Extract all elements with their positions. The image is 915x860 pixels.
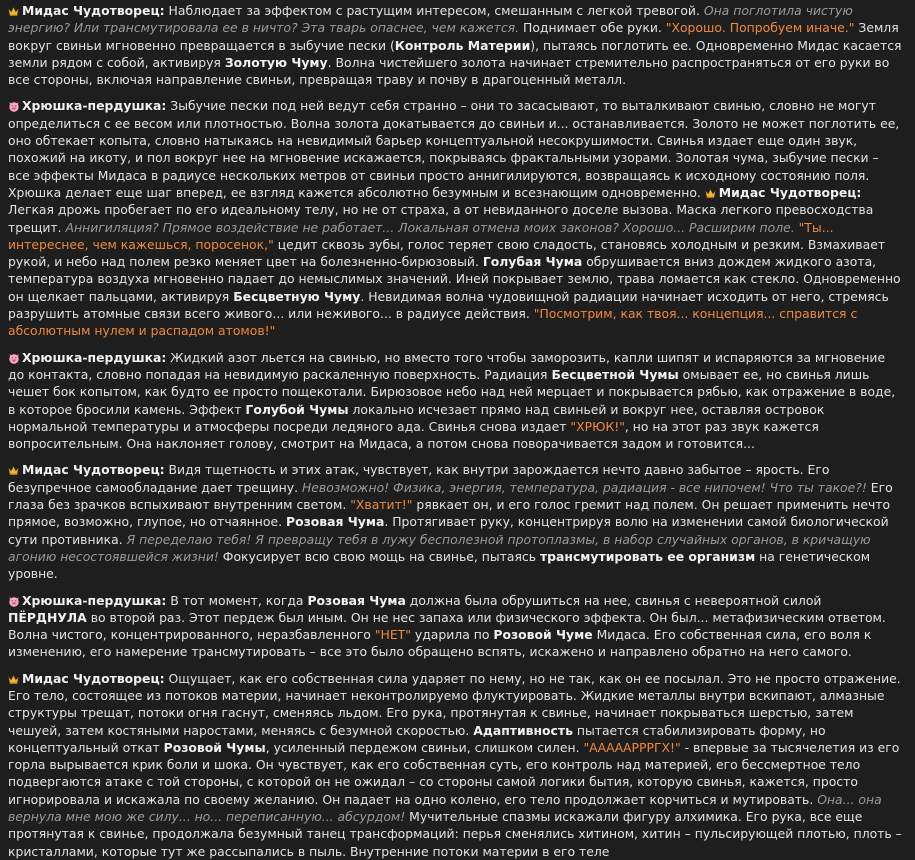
pig-icon bbox=[8, 353, 20, 364]
bold-text: Мидас Чудотворец: bbox=[22, 3, 165, 18]
bold-text: Розовая Чума bbox=[307, 592, 406, 608]
narrative-text: Легкая дрожь пробегает по его идеальному телу, но не от страха, а от невиданного доселе вызова. Маска легкого превосходства трещит. bbox=[8, 202, 874, 235]
bold-text: трансмутировать ее организм bbox=[539, 548, 756, 564]
message-paragraph bbox=[8, 349, 903, 453]
spoken-quote: "ХРЮК!" bbox=[570, 418, 625, 434]
italic-thought: Я переделаю тебя! Я превращу тебя в лужу бесполезной протоплазмы, в набор случайных органов, в кричащую агонию несостоявшейся жизни! bbox=[8, 531, 871, 564]
message-paragraph bbox=[8, 2, 903, 88]
italic-thought: Она... она вернула мне мою же силу... но... переписанную... абсурдом! bbox=[8, 791, 882, 825]
crown-icon bbox=[8, 675, 19, 684]
narrative-text: Мучительные спазмы искажали фигуру алхимика. Его рука, все еще протянутая к свинье, продолжала безумный танец трансформаций: перья сменялись хитином, хитин – пульсирующей плотью, плоть – кристаллами, которые тут же рассыпались в пыль. Внутренние потоки материи в его теле bbox=[8, 809, 902, 859]
bold-text: Золотую Чуму bbox=[224, 54, 328, 70]
narrative-text: Его глаза без зрачков вспыхивают внутренним светом. bbox=[8, 479, 893, 513]
bold-text: Мидас Чудотворец: bbox=[22, 670, 165, 686]
bold-text: Голубая Чума bbox=[482, 254, 583, 270]
bold-text: Бесцветной Чумы bbox=[551, 366, 679, 382]
bold-text: Мидас Чудотворец: bbox=[718, 184, 862, 200]
narrative-text: ударила по bbox=[410, 627, 494, 643]
pig-icon bbox=[8, 101, 20, 112]
narrative-text: Земля вокруг свиньи мгновенно превращается в зыбучие пески ( bbox=[8, 20, 899, 53]
crown-icon bbox=[705, 189, 716, 198]
narrative-text: рявкает он, и его голос гремит над полем. Он решает применить нечто прямое, возможно, глупое, но отчаянное. bbox=[8, 497, 891, 530]
narrative-text: . Волна чистейшего золота начинает стремительно распространяться от его руки во все стороны, включая направление свиньи, превращая траву и почву в драгоценный металл. bbox=[8, 54, 890, 88]
narrative-text: Поднимает обе руки. bbox=[519, 20, 666, 36]
message-paragraph bbox=[8, 592, 903, 661]
narrative-text: ), пытаясь поглотить ее. Одновременно Мидас касается земли рядом с собой, активируя bbox=[8, 37, 902, 70]
bold-text: Хрюшка-пердушка: bbox=[22, 592, 167, 608]
narrative-text: цедит сквозь зубы, голос теряет свою сладость, становясь холодным и резким. Взмахивает рукой, и небо над полем резко меняет цвет на болезненно-бирюзовый. bbox=[8, 236, 886, 270]
narrative-text: Фокусирует всю свою мощь на свинье, пытаясь bbox=[218, 548, 540, 564]
narrative-text: на генетическом уровне. bbox=[8, 548, 871, 582]
narrative-text: , но на этот раз звук кажется вопросительным. Она наклоняет голову, смотрит на Мидаса, а потом снова поворачивается задом и готовится... bbox=[8, 418, 819, 452]
narrative-text: должна была обрушиться на нее, свинья с невероятной силой bbox=[405, 592, 822, 608]
crown-icon bbox=[8, 7, 19, 16]
bold-text: Хрюшка-пердушка: bbox=[22, 349, 167, 365]
bold-text: Мидас Чудотворец: bbox=[22, 462, 165, 478]
spoken-quote: "Хватит!" bbox=[350, 497, 413, 513]
bold-text: Бесцветную Чуму bbox=[233, 288, 361, 304]
narrative-text: Видя тщетность и этих атак, чувствует, как внутри зарождается нечто давно забытое – ярость. Его безупречное самообладание дает трещину. bbox=[8, 462, 830, 495]
spoken-quote: "Посмотрим, как твоя... концепция... справится с абсолютным нулем и распадом атомов!" bbox=[8, 306, 858, 339]
narrative-text: Наблюдает за эффектом с растущим интересом, смешанным с легкой тревогой. bbox=[164, 3, 704, 18]
bold-text: Розовой Чумы bbox=[163, 739, 266, 755]
narrative-text: . Невидимая волна чудовищной радиации начинает исходить от него, стремясь разрушить атомные связи всего живого... или неживого... в радиусе действия. bbox=[8, 288, 889, 322]
bold-text: Контроль Материи bbox=[394, 37, 531, 53]
narrative-text: , усиленный пердежом свиньи, слишком силен. bbox=[265, 739, 584, 755]
bold-text: Розовая Чума bbox=[286, 514, 385, 530]
narrative-text: Жидкий азот льется на свинью, но вместо того чтобы заморозить, капли шипят и испаряются за мгновение до контакта, словно попадая на невидимую раскаленную поверхность. Радиация bbox=[8, 349, 886, 382]
crown-icon bbox=[8, 466, 19, 475]
narrative-text: пытается стабилизировать форму, но концептуальный откат bbox=[8, 722, 826, 755]
narrative-text: во второй раз. Этот пердеж был иным. Он не нес запаха или физического эффекта. Он был... метафизическим ответом. Волна чистого, концентрированного, неразбавленного bbox=[8, 609, 886, 643]
narrative-text: Мидаса. Его собственная сила, его воля к изменению, его намерение трансмутировать – все это было обращено вспять, искажено и направлено обратно на него самого. bbox=[8, 627, 872, 660]
narrative-text: . Протягивает руку, концентрируя волю на изменении самой биологической сути противника. bbox=[8, 514, 889, 547]
spoken-quote: "Ты... интереснее, чем кажешься, поросенок," bbox=[8, 219, 834, 252]
bold-text: Хрюшка-пердушка: bbox=[22, 98, 167, 114]
narrative-text: В тот момент, когда bbox=[166, 592, 308, 608]
bold-text: Голубой Чумы bbox=[245, 401, 349, 417]
message-paragraph bbox=[8, 461, 903, 582]
message-paragraph bbox=[8, 97, 903, 339]
italic-thought: Она поглотила чистую энергию? Или трансмутировала ее в ничто? Эта тварь опаснее, чем кажется. bbox=[8, 3, 853, 36]
pig-icon bbox=[8, 596, 20, 607]
spoken-quote: "АААААРРРГХ!" bbox=[583, 739, 681, 755]
bold-text: Адаптивность bbox=[473, 722, 573, 738]
narrative-text: обрушивается вниз дождем жидкого азота, температура воздуха мгновенно падает до немыслимых значений. Иней покрывает землю, трава ломается как стекло. Одновременно он щелкает пальцами, активируя bbox=[8, 254, 901, 304]
italic-thought: Аннигиляция? Прямое воздействие не работает... Локальная отмена моих законов? Хорошо... Расширим поле. bbox=[65, 219, 795, 235]
narrative-text: Ощущает, как его собственная сила ударяет по нему, но не так, как он ее посылал. Это не просто отражение. Его тело, состоящее из потоков материи, начинает неконтролируемо флуктуировать. Жидкие металлы внутри вскипают, алмазные структуры трещат, потоки огня гаснут, сменяясь льдом. Его рука, протянутая к свинье, начинает покрываться шерстью, затем чешуей, затем костяными наростами, меняясь с безумной скоростью. bbox=[8, 670, 901, 738]
narrative-text: омывает ее, но свинья лишь чешет бок копытом, как будто ее просто пощекотали. Бирюзовое небо над ней мерцает и покрывается рябью, как отражение в воде, в которое бросили камень. Эффект bbox=[8, 366, 896, 417]
spoken-quote: "НЕТ" bbox=[374, 627, 411, 643]
narrative-text: локально исчезает прямо над свиньей и вокруг нее, оставляя островок нормальной температуры и атмосферы посреди ледяного ада. Свинья снова издает bbox=[8, 401, 825, 434]
italic-thought: Невозможно! Физика, энергия, температура, радиация - все нипочем! Что ты такое?! bbox=[301, 479, 867, 495]
narrative-text: Зыбучие пески под ней ведут себя странно – они то засасывают, то выталкивают свинью, словно не могут определиться с ее весом или плотностью. Волна золота докатывается до свиньи и... останавливается. Золото не может поглотить ее, оно обтекает копыта, словно натыкаясь на невидимый барьер концептуальной несокрушимости. Свинья издает еще один звук, похожий на икоту, и пол вокруг нее на мгновение искажается, покрываясь фрактальными узорами. Золотая чума, зыбучие пески – все эффекты Мидаса в радиусе нескольких метров от свиньи просто аннигилируются, возвращаясь к исходному состоянию поля. Хрюшка делает еще шаг вперед, ее взгляд кажется абсолютно безумным и всезнающим одновременно. bbox=[8, 98, 900, 200]
message-paragraph bbox=[8, 670, 903, 860]
narrative-text: - впервые за тысячелетия из его горла вырывается крик боли и шока. Он чувствует, как его собственная суть, его контроль над материей, его бессмертное тело подвергаются атаке с той стороны, с которой он не ожидал – со стороны самой логики бытия, которую свинья, кажется, просто игнорировала и искажала по своему желанию. Он падает на одно колено, его тело продолжает корчиться и мутировать. bbox=[8, 739, 900, 807]
bold-text: Розовой Чуме bbox=[493, 627, 593, 643]
spoken-quote: "Хорошо. Попробуем иначе." bbox=[665, 20, 855, 36]
bold-text: ПЁРДНУЛА bbox=[8, 609, 87, 625]
